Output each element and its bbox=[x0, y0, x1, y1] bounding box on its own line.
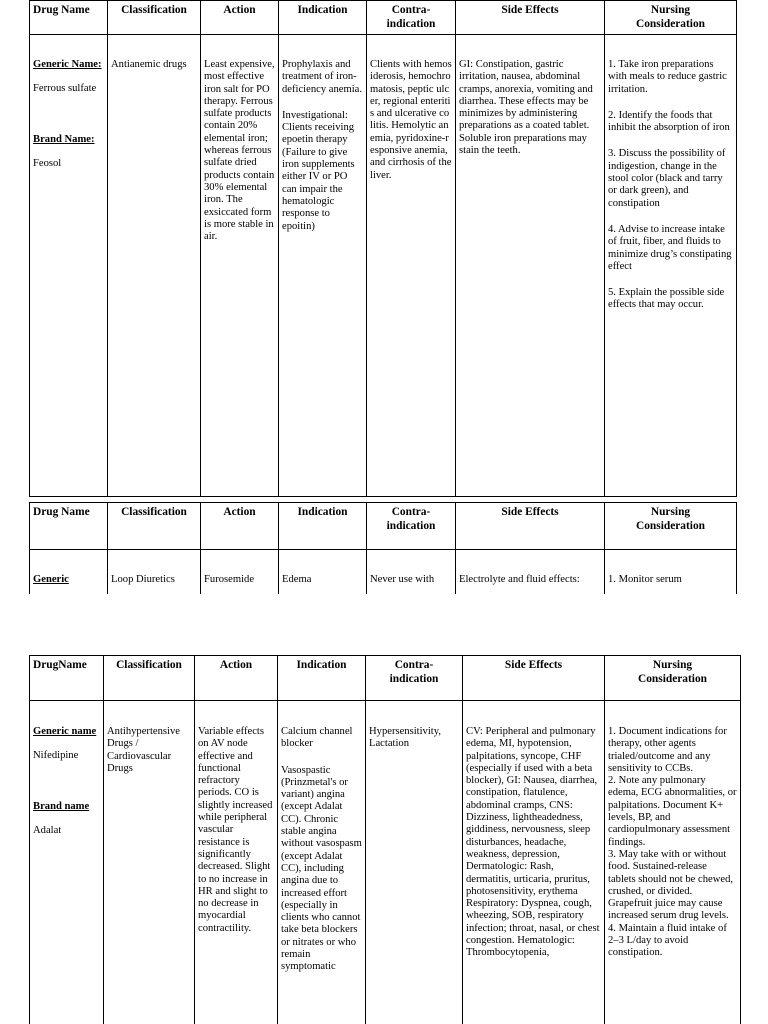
indication-primary: Calcium channel blocker bbox=[281, 726, 353, 750]
nursing-item: 4. Advise to increase intake of fruit, fiber, and fluids to minimize drug’s constipating effect bbox=[608, 223, 732, 272]
nursing-item: 2. Note any pulmonary edema, ECG abnormalities, or palpitations. Document K+ levels, BP, and cardiopulmonary assessment findings. bbox=[608, 775, 737, 848]
generic-name-label: Generic name bbox=[33, 726, 97, 737]
header-classification: Classification bbox=[108, 1, 201, 35]
header-classification: Classification bbox=[108, 503, 201, 550]
nursing-item: 5. Explain the possible side effects that may occur. bbox=[608, 287, 725, 311]
header-nursing-consideration: Nursing Consideration bbox=[605, 1, 737, 35]
brand-name: Feosol bbox=[33, 157, 62, 169]
header-indication: Indication bbox=[279, 1, 367, 35]
cell-contraindication: Never use with bbox=[367, 550, 456, 595]
cell-classification: Antihypertensive Drugs / Cardiovascular Drugs bbox=[104, 701, 195, 1024]
cell-contraindication: Clients with hemosiderosis, hemochromatosis, peptic ulcer, regional enteritis and ulcerative colitis. Hemolytic anemia, pyridoxine-responsive anemia, and cirrhosis of the liver. bbox=[367, 35, 456, 497]
nifedipine-table bbox=[29, 655, 741, 1024]
nursing-item: 1. Take iron preparations with meals to reduce gastric irritation. bbox=[608, 59, 727, 95]
cell-nursing-consideration: 1. Monitor serum bbox=[605, 550, 737, 595]
header-indication: Indication bbox=[278, 656, 366, 701]
cell-action: Least expensive, most effective iron salt for PO therapy. Ferrous sulfate products contain 20% elemental iron; whereas ferrous sulfate dried products contain 30% elemental iron. The exsiccated form is more stable in air. bbox=[201, 35, 279, 497]
header-side-effects: Side Effects bbox=[456, 503, 605, 550]
brand-name: Adalat bbox=[33, 824, 62, 836]
generic-name-label: Generic bbox=[33, 574, 69, 585]
nursing-item: 2. Identify the foods that inhibit the absorption of iron bbox=[608, 109, 730, 134]
cell-action: Furosemide bbox=[201, 550, 279, 595]
cell-action: Variable effects on AV node effective and functional refractory periods. CO is slightly increased while peripheral vascular resistance is significantly decreased. Slight to no increase in HR and slight to no decrease in myocardial contractility. bbox=[195, 701, 278, 1024]
header-side-effects: Side Effects bbox=[463, 656, 605, 701]
drug-row bbox=[30, 550, 737, 595]
nursing-item: 4. Maintain a fluid intake of 2–3 L/day to avoid constipation. bbox=[608, 922, 727, 959]
drug-row bbox=[30, 701, 741, 1024]
header-indication: Indication bbox=[279, 503, 367, 550]
header-nursing-consideration: Nursing Consideration bbox=[605, 656, 741, 701]
ferrous-sulfate-table bbox=[29, 0, 737, 497]
cell-drug-name bbox=[30, 550, 108, 595]
cell-nursing-consideration bbox=[605, 701, 741, 1024]
document-page-2 bbox=[0, 655, 768, 1024]
cell-side-effects: GI: Constipation, gastric irritation, nausea, abdominal cramps, anorexia, vomiting and diarrhea. These effects may be minimizes by administering preparations as a coated tablet. Soluble iron preparations may stain the teeth. bbox=[456, 35, 605, 497]
drug-row bbox=[30, 35, 737, 497]
cell-indication bbox=[279, 35, 367, 497]
header-nursing-consideration: Nursing Consideration bbox=[605, 503, 737, 550]
header-contraindication: Contra- indication bbox=[366, 656, 463, 701]
cell-contraindication: Hypersensitivity, Lactation bbox=[366, 701, 463, 1024]
cell-indication bbox=[278, 701, 366, 1024]
cell-drug-name bbox=[30, 35, 108, 497]
cell-nursing-consideration bbox=[605, 35, 737, 497]
cell-classification: Antianemic drugs bbox=[108, 35, 201, 497]
generic-name: Ferrous sulfate bbox=[33, 83, 97, 95]
cell-indication: Edema bbox=[279, 550, 367, 595]
header-side-effects: Side Effects bbox=[456, 1, 605, 35]
header-classification: Classification bbox=[104, 656, 195, 701]
nursing-item: 3. May take with or without food. Sustained-release tablets should not be chewed, crushed, or divided. Grapefruit juice may cause increased serum drug levels. bbox=[608, 848, 734, 922]
indication-secondary: Vasospastic (Prinzmetal's or variant) angina (except Adalat CC). Chronic stable angina without vasospasm (except Adalat CC), including angina due to increased effort (especially in clients who cannot take beta blockers or nitrates or who remain symptomatic bbox=[281, 764, 362, 973]
indication-primary: Prophylaxis and treatment of iron- deficiency anemia. bbox=[282, 59, 362, 95]
header-drug-name: Drug Name bbox=[30, 1, 108, 35]
header-action: Action bbox=[201, 503, 279, 550]
generic-name-label: Generic Name: bbox=[33, 59, 102, 70]
furosemide-table bbox=[29, 502, 737, 594]
header-row bbox=[30, 503, 737, 550]
header-drug-name: DrugName bbox=[30, 656, 104, 701]
header-row bbox=[30, 656, 741, 701]
brand-name-label: Brand name bbox=[33, 800, 90, 812]
brand-name-label: Brand Name: bbox=[33, 133, 95, 145]
cell-side-effects: Electrolyte and fluid effects: bbox=[456, 550, 605, 595]
cell-drug-name bbox=[30, 701, 104, 1024]
header-action: Action bbox=[195, 656, 278, 701]
header-action: Action bbox=[201, 1, 279, 35]
nursing-item: 1. Document indications for therapy, other agents trialed/outcome and any sensitivity to CCBs. bbox=[608, 726, 727, 774]
indication-investigational: Investigational: Clients receiving epoetin therapy (Failure to give iron supplements either IV or PO can impair the hematologic response to epoitin) bbox=[282, 109, 355, 232]
generic-name: Nifedipine bbox=[33, 750, 79, 762]
nursing-item: 3. Discuss the possibility of indigestion, change in the stool color (black and tarry or dark green), and constipation bbox=[608, 148, 726, 209]
cell-side-effects: CV: Peripheral and pulmonary edema, MI, hypotension, palpitations, syncope, CHF (especially if used with a beta blocker), GI: Nausea, diarrhea, constipation, flatulence, abdominal cramps, CNS: Dizziness, lightheadedness, giddiness, nervousness, sleep disturbances, headache, weakness, depression, Dermatologic: Rash, dermatitis, urticaria, pruritus, photosensitivity, erythema Respiratory: Dyspnea, cough, wheezing, SOB, respiratory infection; throat, nasal, or chest congestion. Hematologic: Thrombocytopenia, bbox=[463, 701, 605, 1024]
header-row bbox=[30, 1, 737, 35]
header-drug-name: Drug Name bbox=[30, 503, 108, 550]
cell-classification: Loop Diuretics bbox=[108, 550, 201, 595]
header-contraindication: Contra- indication bbox=[367, 503, 456, 550]
header-contraindication: Contra- indication bbox=[367, 1, 456, 35]
